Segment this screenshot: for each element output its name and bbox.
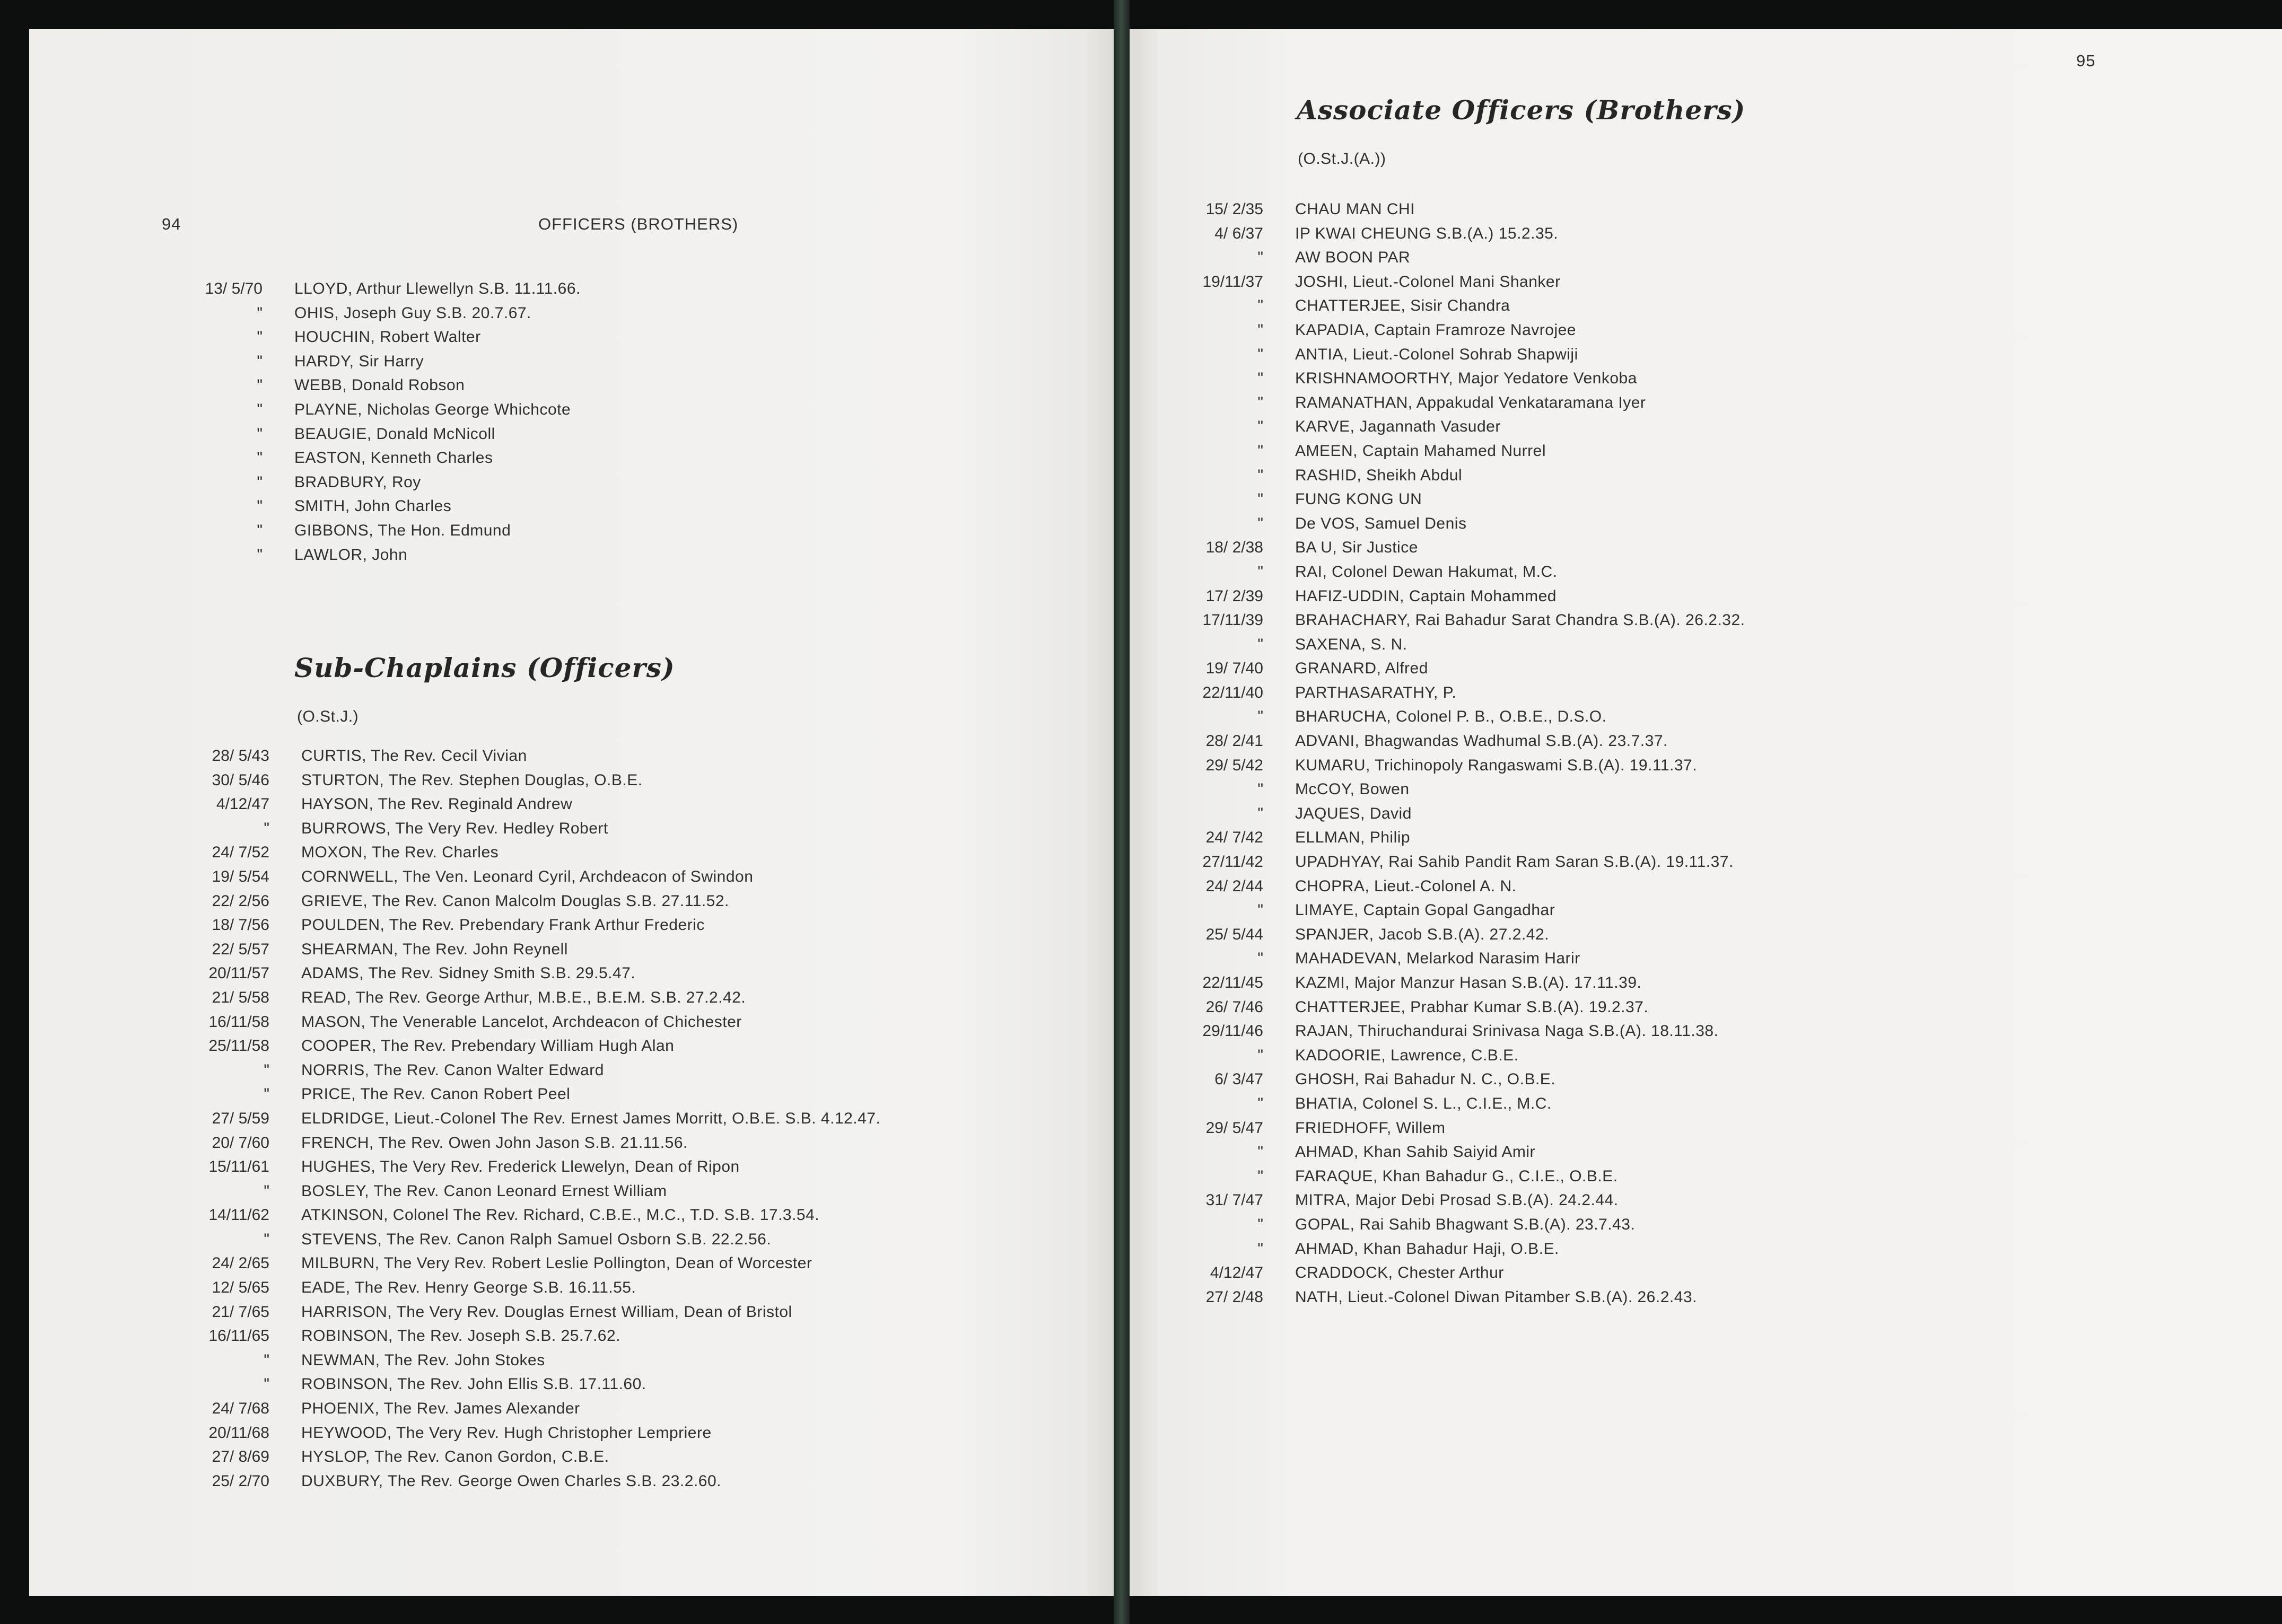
entry-name: BHATIA, Colonel S. L., C.I.E., M.C.	[1295, 1094, 1552, 1112]
entry-name: CURTIS, The Rev. Cecil Vivian	[301, 747, 527, 765]
entry-date: "	[1257, 442, 1263, 460]
entry-date: 19/ 5/54	[212, 867, 269, 885]
entry-name: BHARUCHA, Colonel P. B., O.B.E., D.S.O.	[1295, 708, 1607, 726]
entry-date: 21/ 7/65	[212, 1303, 269, 1321]
entry-date: "	[1257, 1240, 1263, 1258]
entry-date: "	[1257, 1046, 1263, 1064]
entry-name: UPADHYAY, Rai Sahib Pandit Ram Saran S.B.(A). 19.11.37.	[1295, 853, 1734, 871]
entry-name: BURROWS, The Very Rev. Hedley Robert	[301, 819, 608, 837]
entry-name: ROBINSON, The Rev. Joseph S.B. 25.7.62.	[301, 1327, 620, 1345]
entry-date: 15/ 2/35	[1205, 200, 1263, 218]
entry-date: "	[1257, 804, 1263, 822]
entry-date: "	[1257, 780, 1263, 798]
entry-date: "	[257, 449, 263, 467]
entry-name: LIMAYE, Captain Gopal Gangadhar	[1295, 901, 1555, 919]
entry-name: MOXON, The Rev. Charles	[301, 844, 499, 862]
entry-date: 20/11/57	[208, 964, 269, 982]
entry-name: ADVANI, Bhagwandas Wadhumal S.B.(A). 23.7.37.	[1295, 732, 1668, 750]
entry-name: BRADBURY, Roy	[294, 473, 421, 491]
entry-name: NORRIS, The Rev. Canon Walter Edward	[301, 1061, 604, 1079]
entry-name: STURTON, The Rev. Stephen Douglas, O.B.E.	[301, 771, 643, 789]
entry-date: "	[1257, 901, 1263, 919]
entry-date: 26/ 7/46	[1205, 998, 1263, 1016]
entry-name: KAZMI, Major Manzur Hasan S.B.(A). 17.11.39.	[1295, 974, 1642, 991]
entry-name: HUGHES, The Very Rev. Frederick Llewelyn, Dean of Ripon	[301, 1158, 740, 1176]
entry-date: "	[1257, 1094, 1263, 1112]
left-page-number: 94	[162, 215, 181, 233]
entry-name: ATKINSON, Colonel The Rev. Richard, C.B.E., M.C., T.D. S.B. 17.3.54.	[301, 1206, 820, 1224]
entry-date: "	[257, 328, 263, 346]
entry-date: "	[1257, 1167, 1263, 1185]
entry-name: EADE, The Rev. Henry George S.B. 16.11.55.	[301, 1279, 636, 1297]
entry-date: 27/ 5/59	[212, 1109, 269, 1127]
entry-name: PARTHASARATHY, P.	[1295, 683, 1457, 701]
entry-name: GOPAL, Rai Sahib Bhagwant S.B.(A). 23.7.43.	[1295, 1215, 1636, 1233]
entry-name: BOSLEY, The Rev. Canon Leonard Ernest William	[301, 1182, 667, 1200]
entry-date: "	[257, 400, 263, 418]
entry-name: RAJAN, Thiruchandurai Srinivasa Naga S.B.(A). 18.11.38.	[1295, 1022, 1719, 1040]
entry-name: HAYSON, The Rev. Reginald Andrew	[301, 795, 573, 813]
entry-name: De VOS, Samuel Denis	[1295, 514, 1467, 532]
entry-name: KAPADIA, Captain Framroze Navrojee	[1295, 321, 1576, 339]
sub-chaplains-order: (O.St.J.)	[297, 708, 359, 725]
entry-date: 25/11/58	[208, 1037, 269, 1055]
entry-name: RAMANATHAN, Appakudal Venkataramana Iyer	[1295, 393, 1646, 411]
entry-date: 24/ 7/52	[212, 844, 269, 862]
entry-date: 16/11/58	[208, 1013, 269, 1031]
entry-date: 24/ 7/42	[1205, 829, 1263, 847]
entry-date: 14/11/62	[208, 1206, 269, 1224]
entry-date: "	[1257, 563, 1263, 581]
entry-name: PHOENIX, The Rev. James Alexander	[301, 1400, 580, 1418]
entry-date: "	[257, 546, 263, 564]
entry-date: 24/ 7/68	[212, 1400, 269, 1418]
entry-date: "	[257, 473, 263, 491]
entry-name: MASON, The Venerable Lancelot, Archdeacon of Chichester	[301, 1013, 742, 1031]
entry-date: "	[264, 1182, 269, 1200]
entry-name: GRIEVE, The Rev. Canon Malcolm Douglas S.B. 27.11.52.	[301, 892, 729, 910]
entry-name: NATH, Lieut.-Colonel Diwan Pitamber S.B.(A). 26.2.43.	[1295, 1288, 1697, 1306]
entry-date: "	[1257, 708, 1263, 726]
entry-name: HAFIZ-UDDIN, Captain Mohammed	[1295, 587, 1557, 605]
entry-date: 17/ 2/39	[1205, 587, 1263, 605]
entry-date: "	[264, 1061, 269, 1079]
entry-date: 22/11/40	[1202, 683, 1263, 701]
entry-date: 25/ 5/44	[1205, 925, 1263, 943]
entry-date: 25/ 2/70	[212, 1472, 269, 1490]
entry-name: LAWLOR, John	[294, 546, 408, 564]
entry-date: 15/11/61	[208, 1158, 269, 1176]
entry-name: KADOORIE, Lawrence, C.B.E.	[1295, 1046, 1519, 1064]
entry-name: HARRISON, The Very Rev. Douglas Ernest William, Dean of Bristol	[301, 1303, 792, 1321]
entry-date: 28/ 2/41	[1205, 732, 1263, 750]
entry-date: 12/ 5/65	[212, 1279, 269, 1297]
entry-date: 22/11/45	[1202, 974, 1263, 991]
entry-name: ADAMS, The Rev. Sidney Smith S.B. 29.5.47.	[301, 964, 636, 982]
entry-name: AHMAD, Khan Bahadur Haji, O.B.E.	[1295, 1240, 1559, 1258]
entry-date: "	[1257, 321, 1263, 339]
entry-name: IP KWAI CHEUNG S.B.(A.) 15.2.35.	[1295, 224, 1559, 242]
entry-name: McCOY, Bowen	[1295, 780, 1410, 798]
entry-name: SHEARMAN, The Rev. John Reynell	[301, 940, 568, 958]
associate-officers-order: (O.St.J.(A.))	[1298, 150, 1386, 168]
entry-date: 29/ 5/42	[1205, 756, 1263, 774]
entry-name: GHOSH, Rai Bahadur N. C., O.B.E.	[1295, 1070, 1556, 1088]
entry-date: 22/ 2/56	[212, 892, 269, 910]
entry-name: FRIEDHOFF, Willem	[1295, 1119, 1446, 1137]
entry-date: "	[1257, 370, 1263, 388]
entry-date: "	[1257, 418, 1263, 436]
entry-date: 19/11/37	[1202, 273, 1263, 291]
entry-date: 31/ 7/47	[1205, 1191, 1263, 1209]
entry-date: 29/ 5/47	[1205, 1119, 1263, 1137]
entry-name: READ, The Rev. George Arthur, M.B.E., B.E.M. S.B. 27.2.42.	[301, 988, 746, 1006]
entry-name: WEBB, Donald Robson	[294, 376, 465, 394]
entry-name: GIBBONS, The Hon. Edmund	[294, 521, 511, 539]
entry-date: "	[264, 1085, 269, 1103]
entry-name: KARVE, Jagannath Vasuder	[1295, 418, 1501, 436]
entry-name: OHIS, Joseph Guy S.B. 20.7.67.	[294, 304, 531, 322]
entry-date: "	[1257, 514, 1263, 532]
entry-name: PLAYNE, Nicholas George Whichcote	[294, 400, 571, 418]
entry-date: 19/ 7/40	[1205, 660, 1263, 678]
entry-date: "	[1257, 950, 1263, 968]
entry-date: "	[264, 819, 269, 837]
entry-date: "	[1257, 466, 1263, 484]
entry-date: 17/11/39	[1202, 611, 1263, 629]
entry-name: EASTON, Kenneth Charles	[294, 449, 493, 467]
entry-name: NEWMAN, The Rev. John Stokes	[301, 1351, 545, 1369]
entry-name: CHATTERJEE, Sisir Chandra	[1295, 297, 1510, 315]
associate-officers-title: Associate Officers (Brothers)	[1297, 94, 1746, 126]
entry-date: 20/ 7/60	[212, 1134, 269, 1152]
entry-date: 16/11/65	[208, 1327, 269, 1345]
entry-date: 22/ 5/57	[212, 940, 269, 958]
entry-date: "	[1257, 490, 1263, 508]
entry-date: 24/ 2/65	[212, 1254, 269, 1272]
entry-date: 21/ 5/58	[212, 988, 269, 1006]
entry-name: GRANARD, Alfred	[1295, 660, 1428, 678]
entry-name: FUNG KONG UN	[1295, 490, 1422, 508]
right-page-number: 95	[2076, 51, 2096, 70]
entry-date: "	[1257, 393, 1263, 411]
entry-name: ELLMAN, Philip	[1295, 829, 1411, 847]
entry-name: BA U, Sir Justice	[1295, 539, 1418, 557]
entry-date: 27/11/42	[1202, 853, 1263, 871]
entry-name: CRADDOCK, Chester Arthur	[1295, 1264, 1504, 1282]
entry-date: "	[264, 1351, 269, 1369]
entry-name: CHOPRA, Lieut.-Colonel A. N.	[1295, 877, 1517, 895]
entry-name: JOSHI, Lieut.-Colonel Mani Shanker	[1295, 273, 1561, 291]
entry-date: "	[1257, 1215, 1263, 1233]
entry-name: CHATTERJEE, Prabhar Kumar S.B.(A). 19.2.37.	[1295, 998, 1649, 1016]
entry-name: RASHID, Sheikh Abdul	[1295, 466, 1463, 484]
entry-date: "	[264, 1375, 269, 1393]
entry-name: COOPER, The Rev. Prebendary William Hugh Alan	[301, 1037, 675, 1055]
entry-name: FRENCH, The Rev. Owen John Jason S.B. 21.11.56.	[301, 1134, 688, 1152]
entry-name: LLOYD, Arthur Llewellyn S.B. 11.11.66.	[294, 280, 581, 297]
entry-date: "	[257, 521, 263, 539]
entry-name: SAXENA, S. N.	[1295, 635, 1407, 653]
sub-chaplains-title: Sub-Chaplains (Officers)	[294, 652, 675, 683]
entry-date: 29/11/46	[1202, 1022, 1263, 1040]
entry-name: BRAHACHARY, Rai Bahadur Sarat Chandra S.B.(A). 26.2.32.	[1295, 611, 1745, 629]
entry-name: PRICE, The Rev. Canon Robert Peel	[301, 1085, 571, 1103]
entry-date: 4/12/47	[216, 795, 269, 813]
entry-name: RAI, Colonel Dewan Hakumat, M.C.	[1295, 563, 1558, 581]
entry-date: "	[257, 304, 263, 322]
entry-date: 27/ 2/48	[1205, 1288, 1263, 1306]
entry-name: BEAUGIE, Donald McNicoll	[294, 425, 495, 443]
entry-name: HOUCHIN, Robert Walter	[294, 328, 481, 346]
entry-date: "	[1257, 345, 1263, 363]
entry-name: DUXBURY, The Rev. George Owen Charles S.B. 23.2.60.	[301, 1472, 721, 1490]
entry-name: ROBINSON, The Rev. John Ellis S.B. 17.11.60.	[301, 1375, 646, 1393]
entry-name: STEVENS, The Rev. Canon Ralph Samuel Osborn S.B. 22.2.56.	[301, 1230, 772, 1248]
entry-date: "	[257, 352, 263, 370]
entry-name: HEYWOOD, The Very Rev. Hugh Christopher Lempriere	[301, 1424, 712, 1442]
entry-name: MILBURN, The Very Rev. Robert Leslie Pollington, Dean of Worcester	[301, 1254, 812, 1272]
entry-name: POULDEN, The Rev. Prebendary Frank Arthur Frederic	[301, 916, 705, 934]
left-page-header: OFFICERS (BROTHERS)	[538, 215, 739, 233]
entry-date: 4/12/47	[1210, 1264, 1263, 1282]
entry-name: SMITH, John Charles	[294, 497, 452, 515]
entry-date: "	[264, 1230, 269, 1248]
entry-name: AHMAD, Khan Sahib Saiyid Amir	[1295, 1143, 1536, 1161]
entry-date: 18/ 2/38	[1205, 539, 1263, 557]
entry-name: KRISHNAMOORTHY, Major Yedatore Venkoba	[1295, 370, 1637, 388]
entry-date: 30/ 5/46	[212, 771, 269, 789]
entry-name: AMEEN, Captain Mahamed Nurrel	[1295, 442, 1546, 460]
entry-name: CHAU MAN CHI	[1295, 200, 1415, 218]
entry-date: "	[257, 497, 263, 515]
entry-date: 6/ 3/47	[1214, 1070, 1263, 1088]
entry-date: 13/ 5/70	[205, 280, 263, 297]
entry-date: "	[1257, 1143, 1263, 1161]
entry-name: AW BOON PAR	[1295, 249, 1411, 267]
entry-date: 28/ 5/43	[212, 747, 269, 765]
entry-date: 4/ 6/37	[1214, 224, 1263, 242]
entry-date: "	[257, 376, 263, 394]
entry-date: 20/11/68	[208, 1424, 269, 1442]
entry-name: ANTIA, Lieut.-Colonel Sohrab Shapwiji	[1295, 345, 1578, 363]
entry-date: "	[1257, 297, 1263, 315]
entry-name: CORNWELL, The Ven. Leonard Cyril, Archdeacon of Swindon	[301, 867, 754, 885]
entry-name: KUMARU, Trichinopoly Rangaswami S.B.(A). 19.11.37.	[1295, 756, 1698, 774]
entry-date: 24/ 2/44	[1205, 877, 1263, 895]
entry-date: 18/ 7/56	[212, 916, 269, 934]
entry-date: "	[1257, 249, 1263, 267]
entry-name: FARAQUE, Khan Bahadur G., C.I.E., O.B.E.	[1295, 1167, 1618, 1185]
entry-date: "	[1257, 635, 1263, 653]
entry-name: MITRA, Major Debi Prosad S.B.(A). 24.2.44.	[1295, 1191, 1619, 1209]
entry-name: SPANJER, Jacob S.B.(A). 27.2.42.	[1295, 925, 1549, 943]
entry-name: HYSLOP, The Rev. Canon Gordon, C.B.E.	[301, 1448, 609, 1466]
entry-name: ELDRIDGE, Lieut.-Colonel The Rev. Ernest James Morritt, O.B.E. S.B. 4.12.47.	[301, 1109, 881, 1127]
entry-date: "	[257, 425, 263, 443]
entry-name: MAHADEVAN, Melarkod Narasim Harir	[1295, 950, 1580, 968]
entry-name: HARDY, Sir Harry	[294, 352, 424, 370]
book-gutter	[1114, 0, 1130, 1624]
entry-name: JAQUES, David	[1295, 804, 1412, 822]
entry-date: 27/ 8/69	[212, 1448, 269, 1466]
